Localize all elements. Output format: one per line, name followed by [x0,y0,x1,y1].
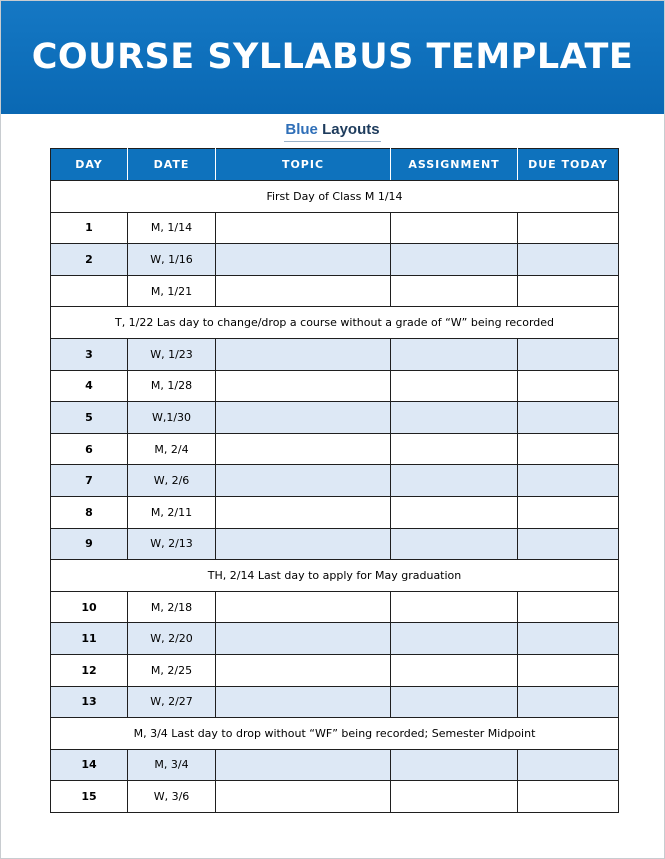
day-cell: 3 [51,338,128,370]
due-today-cell [518,275,619,307]
due-today-cell [518,212,619,244]
assignment-cell [391,528,518,560]
syllabus-table [50,148,619,813]
table-row [51,496,619,528]
due-today-cell [518,370,619,402]
day-cell: 1 [51,212,128,244]
note-text: T, 1/22 Las day to change/drop a course without a grade of “W” being recorded [51,307,619,339]
date-cell: W, 2/6 [128,465,216,497]
table-row [51,686,619,718]
topic-cell [216,244,391,276]
topic-cell [216,338,391,370]
table-body [51,181,619,813]
due-today-cell [518,338,619,370]
due-today-cell [518,781,619,813]
due-today-cell [518,433,619,465]
table-row [51,275,619,307]
topic-cell [216,781,391,813]
date-cell: M, 1/14 [128,212,216,244]
due-today-cell [518,465,619,497]
column-header-assignment: ASSIGNMENT [391,149,518,181]
day-cell [51,275,128,307]
date-cell: M, 2/4 [128,433,216,465]
assignment-cell [391,623,518,655]
assignment-cell [391,465,518,497]
assignment-cell [391,244,518,276]
blue-layouts-logo [0,120,665,144]
topic-cell [216,591,391,623]
topic-cell [216,654,391,686]
assignment-cell [391,433,518,465]
topic-cell [216,465,391,497]
day-cell: 15 [51,781,128,813]
table-row [51,212,619,244]
due-today-cell [518,749,619,781]
date-cell: M, 1/21 [128,275,216,307]
table-row [51,465,619,497]
due-today-cell [518,654,619,686]
logo-word-blue: Blue [285,121,318,138]
table-row [51,749,619,781]
date-cell: W, 1/23 [128,338,216,370]
assignment-cell [391,591,518,623]
table-row [51,338,619,370]
column-header-date: DATE [128,149,216,181]
table-row [51,654,619,686]
date-cell: M, 2/18 [128,591,216,623]
topic-cell [216,275,391,307]
topic-cell [216,370,391,402]
assignment-cell [391,402,518,434]
day-cell: 5 [51,402,128,434]
table-header-row [51,149,619,181]
logo-word-layouts: Layouts [322,121,380,138]
assignment-cell [391,686,518,718]
day-cell: 2 [51,244,128,276]
assignment-cell [391,275,518,307]
date-cell: W, 2/27 [128,686,216,718]
table-row [51,433,619,465]
assignment-cell [391,749,518,781]
table-row [51,402,619,434]
topic-cell [216,686,391,718]
note-row [51,718,619,750]
date-cell: W,1/30 [128,402,216,434]
table-row [51,528,619,560]
table-row [51,591,619,623]
day-cell: 8 [51,496,128,528]
topic-cell [216,402,391,434]
day-cell: 7 [51,465,128,497]
column-header-day: DAY [51,149,128,181]
date-cell: W, 1/16 [128,244,216,276]
note-row [51,307,619,339]
due-today-cell [518,528,619,560]
column-header-topic: TOPIC [216,149,391,181]
table-row [51,623,619,655]
title-banner [1,1,664,114]
due-today-cell [518,244,619,276]
table-row [51,781,619,813]
note-text: TH, 2/14 Last day to apply for May graduation [51,560,619,592]
day-cell: 6 [51,433,128,465]
day-cell: 13 [51,686,128,718]
table-row [51,244,619,276]
day-cell: 11 [51,623,128,655]
note-text: M, 3/4 Last day to drop without “WF” being recorded; Semester Midpoint [51,718,619,750]
due-today-cell [518,686,619,718]
date-cell: M, 3/4 [128,749,216,781]
date-cell: M, 1/28 [128,370,216,402]
due-today-cell [518,591,619,623]
date-cell: W, 2/13 [128,528,216,560]
due-today-cell [518,623,619,655]
date-cell: M, 2/25 [128,654,216,686]
topic-cell [216,496,391,528]
due-today-cell [518,402,619,434]
date-cell: W, 3/6 [128,781,216,813]
table-row [51,370,619,402]
assignment-cell [391,781,518,813]
column-header-due-today: DUE TODAY [518,149,619,181]
day-cell: 14 [51,749,128,781]
topic-cell [216,749,391,781]
topic-cell [216,528,391,560]
day-cell: 9 [51,528,128,560]
page-title: COURSE SYLLABUS TEMPLATE [31,36,634,77]
assignment-cell [391,654,518,686]
due-today-cell [518,496,619,528]
topic-cell [216,212,391,244]
day-cell: 4 [51,370,128,402]
assignment-cell [391,496,518,528]
day-cell: 12 [51,654,128,686]
assignment-cell [391,212,518,244]
topic-cell [216,623,391,655]
note-row [51,181,619,213]
note-text: First Day of Class M 1/14 [51,181,619,213]
logo-wordmark [284,120,380,142]
date-cell: M, 2/11 [128,496,216,528]
assignment-cell [391,338,518,370]
topic-cell [216,433,391,465]
day-cell: 10 [51,591,128,623]
assignment-cell [391,370,518,402]
date-cell: W, 2/20 [128,623,216,655]
note-row [51,560,619,592]
